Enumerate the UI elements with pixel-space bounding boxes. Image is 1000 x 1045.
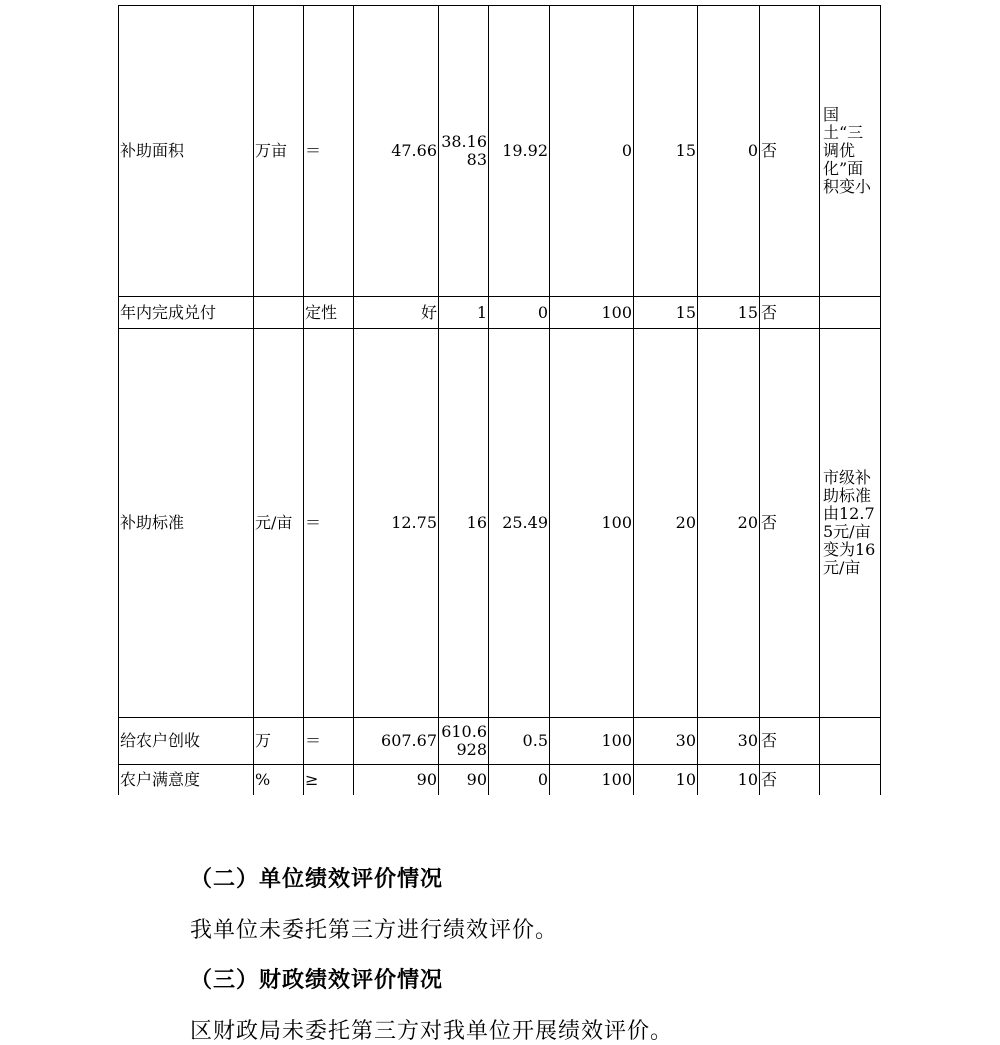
cell-flag: 否	[760, 765, 820, 795]
cell-flag: 否	[760, 718, 820, 765]
table-row	[119, 718, 881, 765]
cell-target-value: 好	[354, 297, 439, 329]
cell-note	[820, 765, 881, 795]
cell-deviation: 0	[489, 297, 550, 329]
performance-table	[118, 5, 881, 795]
table-row	[119, 329, 881, 718]
cell-weight: 20	[634, 329, 698, 718]
cell-score: 10	[698, 765, 760, 795]
cell-indicator-name: 年内完成兑付	[119, 297, 254, 329]
cell-unit	[254, 297, 304, 329]
cell-unit: %	[254, 765, 304, 795]
section-body-finance-evaluation: 区财政局未委托第三方对我单位开展绩效评价。	[190, 1019, 674, 1044]
cell-weight: 15	[634, 6, 698, 297]
cell-note: 国土“三调优化”面积变小	[820, 6, 881, 297]
cell-weight: 30	[634, 718, 698, 765]
cell-score-rate: 0	[550, 6, 634, 297]
cell-operator: ≥	[304, 765, 354, 795]
cell-note	[820, 297, 881, 329]
cell-indicator-name: 补助标准	[119, 329, 254, 718]
cell-target-value: 12.75	[354, 329, 439, 718]
table-row	[119, 297, 881, 329]
cell-score: 20	[698, 329, 760, 718]
cell-operator: ＝	[304, 718, 354, 765]
section-heading-finance-evaluation: （三）财政绩效评价情况	[190, 967, 444, 993]
section-body-unit-evaluation: 我单位未委托第三方进行绩效评价。	[190, 918, 559, 943]
cell-flag: 否	[760, 6, 820, 297]
cell-actual-value: 16	[439, 329, 489, 718]
cell-unit: 万	[254, 718, 304, 765]
cell-actual-value: 610.6928	[439, 718, 489, 765]
cell-unit: 元/亩	[254, 329, 304, 718]
cell-flag: 否	[760, 329, 820, 718]
cell-weight: 15	[634, 297, 698, 329]
cell-score-rate: 100	[550, 765, 634, 795]
section-heading-unit-evaluation: （二）单位绩效评价情况	[190, 866, 444, 892]
cell-deviation: 19.92	[489, 6, 550, 297]
cell-score: 0	[698, 6, 760, 297]
cell-indicator-name: 农户满意度	[119, 765, 254, 795]
cell-operator: 定性	[304, 297, 354, 329]
cell-note: 市级补助标准由12.75元/亩变为16元/亩	[820, 329, 881, 718]
cell-note	[820, 718, 881, 765]
table-body	[119, 6, 881, 795]
cell-score-rate: 100	[550, 297, 634, 329]
cell-weight: 10	[634, 765, 698, 795]
cell-target-value: 607.67	[354, 718, 439, 765]
cell-operator: ＝	[304, 329, 354, 718]
cell-score: 30	[698, 718, 760, 765]
cell-deviation: 0	[489, 765, 550, 795]
cell-target-value: 47.66	[354, 6, 439, 297]
cell-indicator-name: 补助面积	[119, 6, 254, 297]
cell-actual-value: 1	[439, 297, 489, 329]
cell-deviation: 0.5	[489, 718, 550, 765]
table-row	[119, 765, 881, 795]
cell-score-rate: 100	[550, 718, 634, 765]
cell-actual-value: 38.1683	[439, 6, 489, 297]
cell-deviation: 25.49	[489, 329, 550, 718]
table-row	[119, 6, 881, 297]
cell-score-rate: 100	[550, 329, 634, 718]
cell-operator: ＝	[304, 6, 354, 297]
cell-indicator-name: 给农户创收	[119, 718, 254, 765]
cell-score: 15	[698, 297, 760, 329]
cell-actual-value: 90	[439, 765, 489, 795]
cell-flag: 否	[760, 297, 820, 329]
cell-target-value: 90	[354, 765, 439, 795]
cell-unit: 万亩	[254, 6, 304, 297]
